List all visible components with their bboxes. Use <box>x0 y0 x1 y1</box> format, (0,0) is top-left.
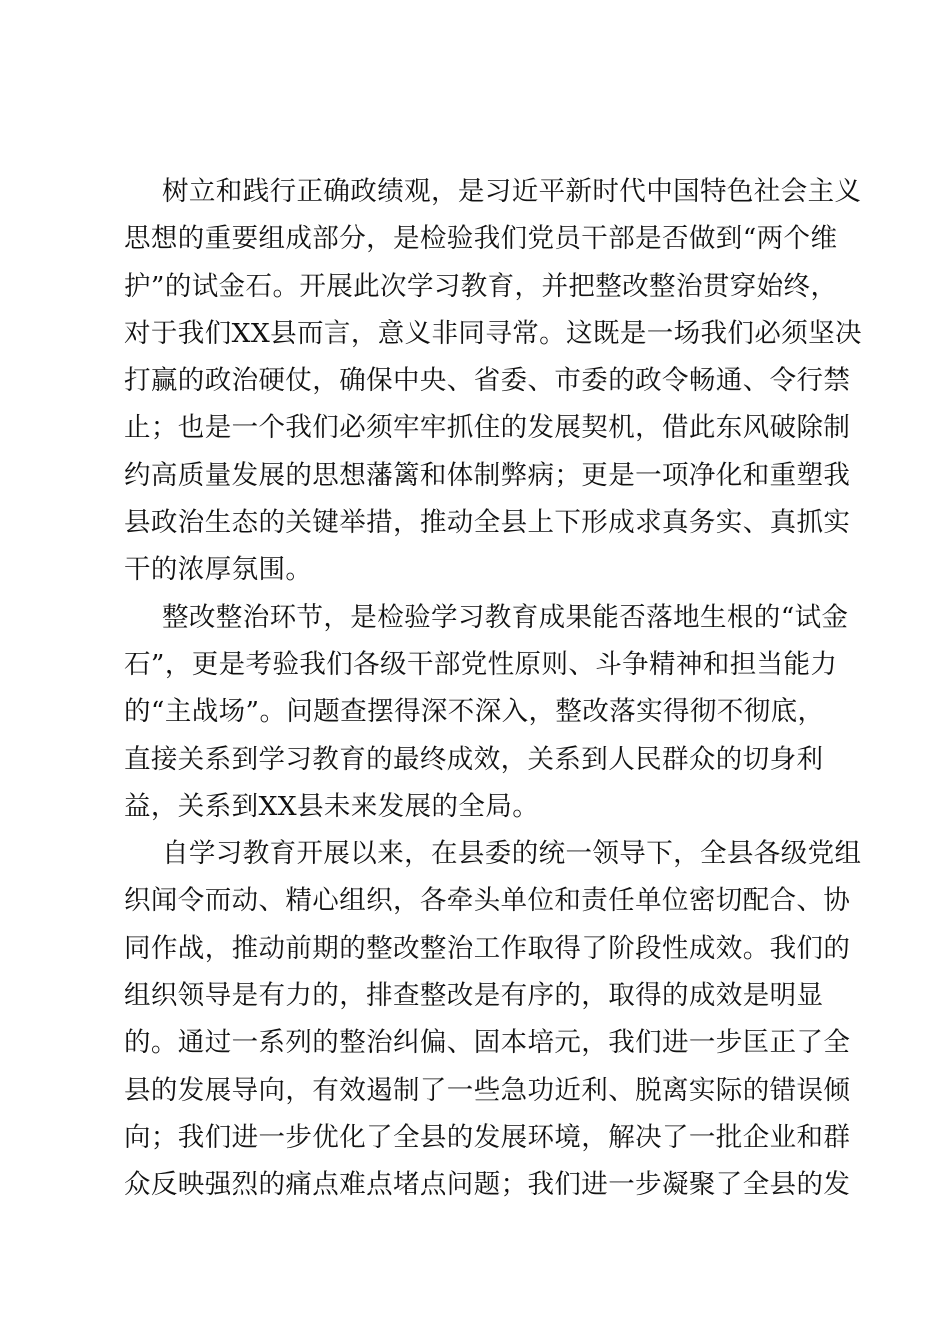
text-line: 自学习教育开展以来，在县委的统一领导下，全县各级党组 <box>162 838 862 870</box>
document-body <box>124 168 862 1209</box>
text-line: 止；也是一个我们必须牢牢抓住的发展契机，借此东风破除制 <box>124 412 851 444</box>
text-line: 对于我们XX县而言，意义非同寻常。这既是一场我们必须坚决 <box>124 317 862 349</box>
text-line: 组织领导是有力的，排查整改是有序的，取得的成效是明显 <box>124 980 824 1012</box>
text-line: 织闻令而动、精心组织，各牵头单位和责任单位密切配合、协 <box>124 885 851 917</box>
text-line: 打赢的政治硬仗，确保中央、省委、市委的政令畅通、令行禁 <box>124 365 851 397</box>
text-line: 石”，更是考验我们各级干部党性原则、斗争精神和担当能力 <box>124 648 838 680</box>
paragraph-3 <box>124 830 862 1208</box>
text-line: 的“主战场”。问题查摆得深不深入，整改落实得彻不彻底， <box>124 696 825 728</box>
paragraph-1 <box>124 168 862 594</box>
text-line: 整改整治环节，是检验学习教育成果能否落地生根的“试金 <box>162 601 849 633</box>
text-line: 的。通过一系列的整治纠偏、固本培元，我们进一步匡正了全 <box>124 1027 851 1059</box>
text-line: 树立和践行正确政绩观，是习近平新时代中国特色社会主义 <box>162 176 862 207</box>
text-line: 同作战，推动前期的整改整治工作取得了阶段性成效。我们的 <box>124 932 851 964</box>
text-line: 护”的试金石。开展此次学习教育，并把整改整治贯穿始终， <box>124 270 838 302</box>
text-line: 直接关系到学习教育的最终成效，关系到人民群众的切身利 <box>124 743 824 775</box>
text-line: 县政治生态的关键举措，推动全县上下形成求真务实、真抓实 <box>124 507 851 539</box>
text-line: 向；我们进一步优化了全县的发展环境，解决了一批企业和群 <box>124 1121 851 1153</box>
paragraph-2 <box>124 594 849 830</box>
text-line: 益，关系到XX县未来发展的全局。 <box>124 790 540 822</box>
text-line: 县的发展导向，有效遏制了一些急功近利、脱离实际的错误倾 <box>124 1074 851 1106</box>
text-line: 众反映强烈的痛点难点堵点问题；我们进一步凝聚了全县的发 <box>124 1169 851 1201</box>
text-line: 思想的重要组成部分，是检验我们党员干部是否做到“两个维 <box>124 223 838 255</box>
text-line: 干的浓厚氛围。 <box>124 554 313 586</box>
text-line: 约高质量发展的思想藩篱和体制弊病；更是一项净化和重塑我 <box>124 459 851 491</box>
